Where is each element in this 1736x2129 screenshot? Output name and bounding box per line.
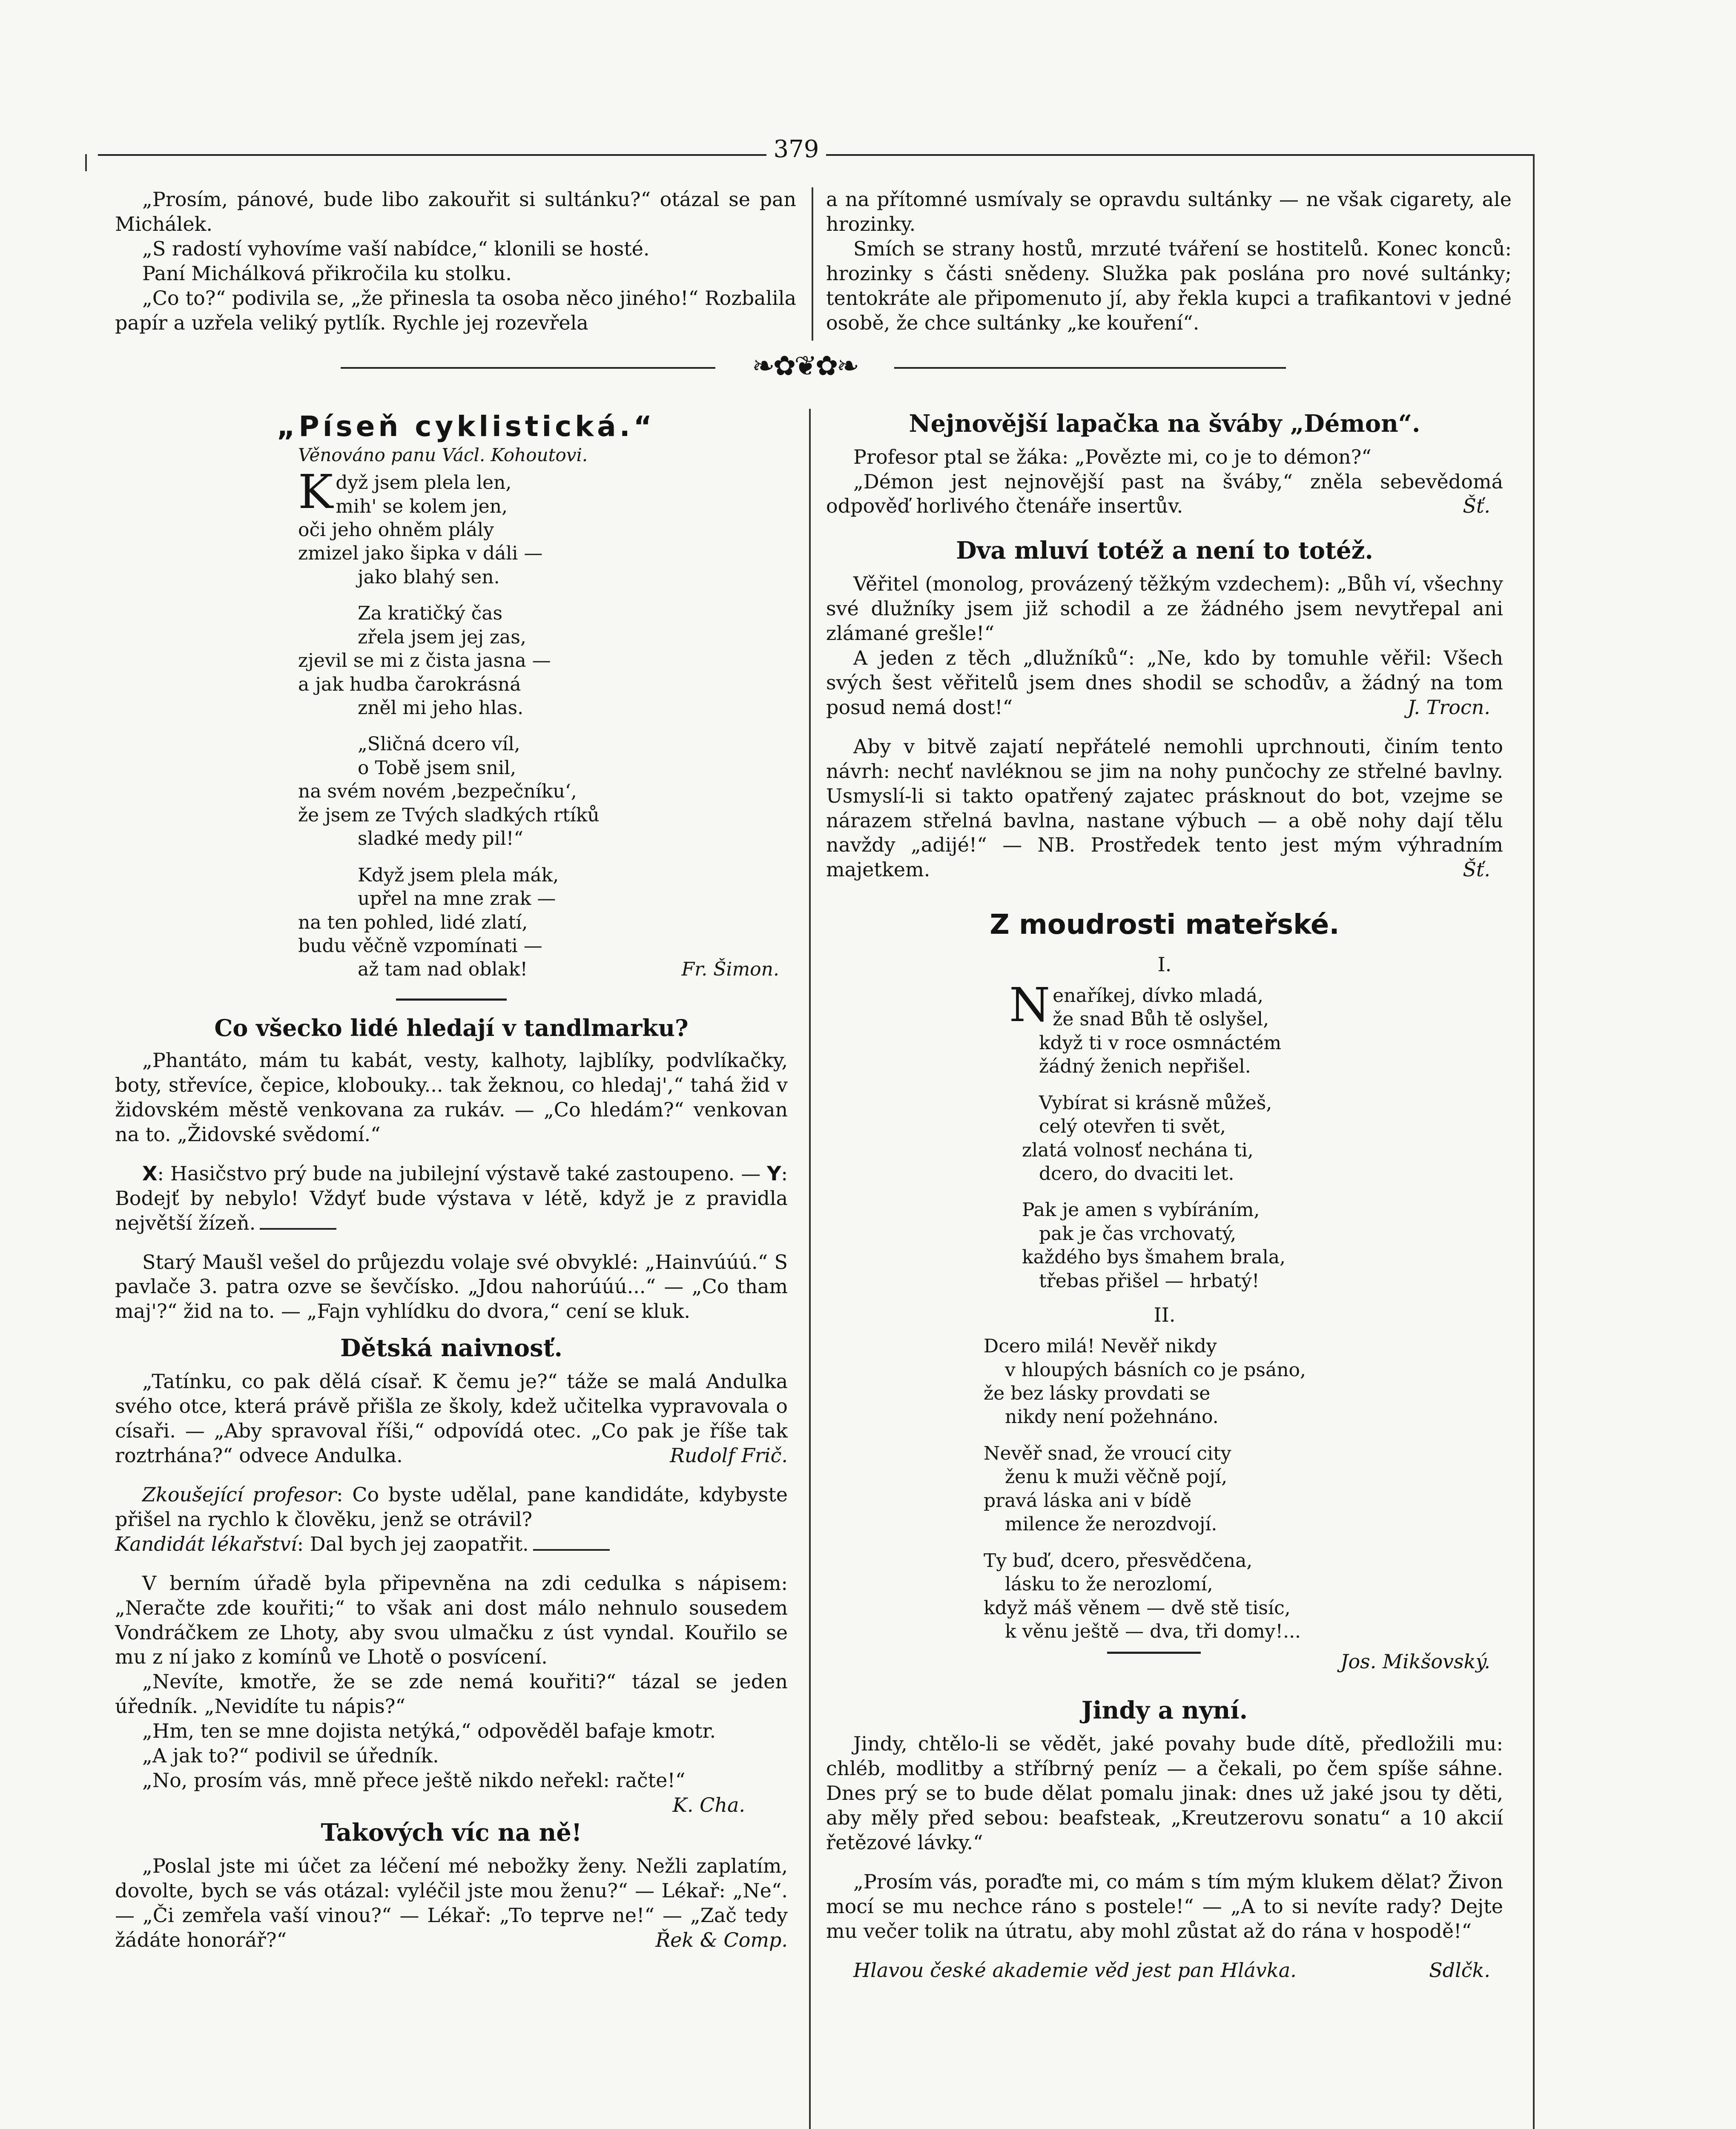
- moudrost-poem2: [826, 1334, 1503, 1643]
- poem1-line: na ten pohled, lidé zlatí,: [298, 911, 528, 933]
- ornament-divider: ❧✿❦✿❧: [752, 350, 858, 382]
- poem1-line: a jak hudba čarokrásná: [298, 673, 521, 695]
- moudrost-line: dcero, do dvaciti let.: [1039, 1163, 1234, 1185]
- cedulka-author: K. Cha.: [672, 1793, 745, 1817]
- poem1-line: budu věčně vzpomínati —: [298, 935, 542, 957]
- left-main-column: [115, 400, 788, 1952]
- moudrost-stanza: [1009, 1091, 1503, 1186]
- moudrost-line: milence že nerozdvojí.: [1005, 1513, 1217, 1535]
- moudrost-line: každého bys šmahem brala,: [1022, 1246, 1286, 1268]
- cedulka-p5: „No, prosím vás, mně přece ještě nikdo neřekl: račte!“: [142, 1769, 686, 1792]
- short-rule: [533, 1549, 610, 1551]
- zkousejici-label2: Kandidát lékařství: [115, 1532, 297, 1555]
- naivnost-text: [115, 1369, 788, 1468]
- hasici-text1: : Hasičstvo prý bude na jubilejní výstavě také zastoupeno. —: [157, 1162, 767, 1185]
- header-rule-left: [98, 154, 766, 156]
- naivnost-body: „Tatínku, co pak dělá císař. K čemu je?“ táže se malá Andulka svého otce, která právě přišla ze školy, kdež učitelka vypravovala o císaři. — „Aby spravoval říši,“ odpovídá otec. „Co pak je říše tak roztrhána?“ odvece Andulka.: [115, 1369, 788, 1467]
- zkousejici-label1: Zkoušející profesor: [142, 1483, 336, 1506]
- top-column-divider: [812, 187, 813, 341]
- moudrost-stanza: [984, 1334, 1503, 1429]
- poem1-line: zněl mi jeho hlas.: [358, 697, 524, 719]
- hasici-y-label: Y: [767, 1162, 781, 1185]
- poem1-line: sladké medy pil!“: [358, 828, 523, 850]
- moudrost-line: zlatá volnosť nechána ti,: [1022, 1139, 1254, 1161]
- takovych-text: [115, 1854, 788, 1953]
- poem1-line: na svém novém ‚bezpečníku‘,: [298, 780, 577, 803]
- dva-title: Dva mluví totéž a není to totéž.: [956, 537, 1373, 565]
- top-right-column: [826, 187, 1512, 336]
- poem1-line: Když jsem plela mák,: [358, 864, 559, 886]
- moudrost-line: celý otevřen ti svět,: [1039, 1116, 1226, 1138]
- zkousejici-text2: : Dal bych jej zaopatřit.: [297, 1532, 529, 1555]
- poem1-line: Za kratičký čas: [358, 603, 503, 625]
- poem1-stanza-2: [298, 602, 788, 720]
- moudrost-stanza: [984, 1442, 1503, 1536]
- poem1-line: „Sličná dcero víl,: [358, 733, 520, 755]
- hasici-x-label: X: [142, 1162, 158, 1185]
- moudrost-line: v hloupých básních co je psáno,: [1005, 1359, 1306, 1381]
- jindy-p2: „Prosím vás, poraďte mi, co mám s tím mým klukem dělat? Živon mocí se mu nechce ráno s postele!“ — „A to si nevíte rady? Dejte mu večer tolik na útratu, aby mohl zůstat až do rána v hospodě!“: [826, 1870, 1503, 1942]
- cedulka-p1: V berním úřadě byla připevněna na zdi cedulka s nápisem: „Neračte zde kouřiti;“ to však ani dost málo nehnulo sousedem Vondráčkem ze Lhoty, aby svou ulmačku z úst vyndal. Kouřilo se mu z ní jako z komínů ve Lhotě o posvícení.: [115, 1571, 788, 1669]
- ornament-rule-right: [894, 367, 1286, 369]
- moudrost-part2: II.: [1154, 1303, 1176, 1327]
- jindy-last: [826, 1958, 1503, 1983]
- top-left-p4: „Co to?“ podivila se, „že přinesla ta osoba něco jiného!“ Rozbalila papír a uzřela veliký pytlík. Rychle jej rozevřela: [115, 286, 796, 334]
- moudrost-poem1: [826, 977, 1503, 1293]
- moudrost-title: Z moudrosti mateřské.: [990, 909, 1340, 941]
- poem1-line: že jsem ze Tvých sladkých rtíků: [298, 804, 600, 826]
- demon-p2-text: „Démon jest nejnovější past na šváby,“ zněla sebevědomá odpověď horlivého čtenáře insertův.: [826, 470, 1503, 518]
- demon-p1: Profesor ptal se žáka: „Povězte mi, co je to démon?“: [853, 445, 1372, 468]
- moudrost-stanza: [1009, 1198, 1503, 1293]
- poem1-line: zřela jsem jej zas,: [358, 626, 526, 648]
- moudrost-part1: I.: [1157, 953, 1172, 976]
- section-divider: [396, 999, 507, 1001]
- moudrost-line: třebas přišel — hrbatý!: [1039, 1270, 1260, 1292]
- header-rule-left-corner: [85, 154, 87, 171]
- moudrost-stanza: [1009, 977, 1503, 1079]
- naivnost-author: Rudolf Frič.: [670, 1443, 788, 1467]
- takovych-author: Řek & Comp.: [655, 1928, 788, 1951]
- mausl-text: Starý Maušl vešel do průjezdu volaje své obvyklé: „Hainvúúú.“ S pavlače 3. patra ozve se ševčísko. „Jdou nahorúúú...“ — „Co tham maj'?“ žid na to. — „Fajn vyhlídku do dvora,“ cení se kluk.: [115, 1250, 788, 1323]
- poem1-author: Fr. Šimon.: [681, 958, 779, 981]
- dva-p3-text: Aby v bitvě zajatí nepřátelé nemohli uprchnouti, činím tento návrh: nechť navléknou se jim na nohy punčochy ze střelné bavlny. Usmyslí-li si takto opatřený zajatec prásknout do bot, vzejme se nárazem střelná bavlna, nastane výbuch — a obě nohy dají tělu navždy „adijé!“ — NB. Prostředek tento jest mým výhradním majetkem.: [826, 735, 1503, 881]
- page-number: 379: [773, 135, 819, 163]
- poem1-line: zmizel jako šipka v dáli —: [298, 542, 543, 565]
- top-left-column: [115, 187, 796, 336]
- dva-p2-text: A jeden z těch „dlužníků“: „Ne, kdo by tomuhle věřil: Všech svých šest věřitelů jsem dnes shodil se schodův, a žádný na tom posud nemá dost!“: [826, 646, 1503, 719]
- moudrost-line: nikdy není požehnáno.: [1005, 1406, 1219, 1428]
- moudrost-line: když ti v roce osmnáctém: [1039, 1032, 1282, 1054]
- hasici-text: [115, 1162, 788, 1236]
- poem1-dropcap: K: [298, 465, 333, 519]
- poem1-line: o Tobě jsem snil,: [358, 757, 516, 779]
- moudrost-line: Dcero milá! Nevěř nikdy: [984, 1335, 1217, 1357]
- moudrost-line: enaříkej, dívko mladá,: [1053, 984, 1263, 1007]
- poem1-line: jako blahý sen.: [358, 566, 500, 588]
- poem1-line: oči jeho ohněm plály: [298, 519, 494, 541]
- poem1-line: zjevil se mi z čista jasna —: [298, 650, 551, 672]
- demon-author: Šť.: [1463, 494, 1490, 518]
- moudrost-line: pravá láska ani v bídě: [984, 1489, 1192, 1512]
- moudrost-stanza: [984, 1549, 1503, 1644]
- top-left-p3: Paní Michálková přikročila ku stolku.: [142, 261, 512, 285]
- moudrost-dropcap: N: [1009, 977, 1050, 1032]
- poem1-line: až tam nad oblak!: [358, 958, 528, 981]
- main-column-divider: [809, 409, 811, 2129]
- right-main-column: [826, 400, 1503, 1983]
- moudrost-line: Nevěř snad, že vroucí city: [984, 1442, 1231, 1464]
- moudrost-line: pak je čas vrchovatý,: [1039, 1222, 1237, 1245]
- zkousejici-text1: : Co byste udělal, pane kandidáte, kdybyste přišel na rychlo k člověku, jenž se otrávil?: [115, 1483, 788, 1531]
- moudrost-line: Pak je amen s vybíráním,: [1022, 1199, 1260, 1221]
- poem1-line: dyž jsem plela len,: [336, 472, 512, 494]
- moudrost-line: že snad Bůh tě oslyšel,: [1053, 1008, 1269, 1030]
- demon-title: Nejnovější lapačka na šváby „Démon“.: [909, 410, 1420, 438]
- poem1-stanza-3: [298, 732, 788, 850]
- moudrost-line: že bez lásky provdati se: [984, 1383, 1211, 1405]
- cedulka-p4: „A jak to?“ podivil se úředník.: [142, 1744, 439, 1767]
- takovych-title: Takových víc na ně!: [321, 1819, 582, 1847]
- dva-p2: [826, 646, 1503, 720]
- cedulka-p2: „Nevíte, kmotře, že se zde nemá kouřiti?“ tázal se jeden úředník. „Nevidíte tu nápis?“: [115, 1670, 788, 1718]
- top-left-p2: „S radostí vyhovíme vaší nabídce,“ klonili se hosté.: [142, 237, 650, 260]
- moudrost-line: Ty buď, dcero, přesvědčena,: [984, 1549, 1253, 1572]
- dva-p3: [826, 735, 1503, 883]
- top-right-p1: a na přítomné usmívaly se opravdu sultánky — ne však cigarety, ale hrozinky.: [826, 188, 1512, 235]
- hasici-text2: : Bodejť by nebylo! Vždyť bude výstava v létě, když je z pravidla největší žízeň.: [115, 1162, 788, 1234]
- dva-author: J. Trocn.: [1407, 695, 1490, 719]
- poem1-stanza-1: [298, 465, 788, 589]
- poem1-dedication: Věnováno panu Václ. Kohoutovi.: [298, 445, 588, 466]
- moudrost-line: Vybírat si krásně můžeš,: [1039, 1092, 1272, 1114]
- tandlmark-text: „Phantáto, mám tu kabát, vesty, kalhoty, lajblíky, podvlíkačky, boty, střevíce, čepice, klobouky... tak žeknou, co hledaj',“ tahá žid v židovském městě venkovana za rukáv. — „Co hledám?“ venkovan na to. „Židovské svědomí.“: [115, 1048, 788, 1146]
- jindy-last-text: Hlavou české akademie věd jest pan Hlávka.: [853, 1958, 1297, 1982]
- poem1-line: upřel na mne zrak —: [358, 888, 556, 910]
- moudrost-line: lásku to že nerozlomí,: [1005, 1573, 1213, 1595]
- ornament-rule-left: [341, 367, 715, 369]
- jindy-p1: Jindy, chtělo-li se vědět, jaké povahy bude dítě, předložili mu: chléb, modlitby a stříbrný peníz — a čekali, po čem spíše sáhne. Dnes prý se to bude dělat pomalu jinak: dnes už jaké jsou ty děti, aby měly před sebou: beafsteak, „Kreutzerovu sonatu“ a 10 akcií řetězové lávky.“: [826, 1732, 1503, 1854]
- zkousejici-text: [115, 1483, 788, 1557]
- cedulka-p3: „Hm, ten se mne dojista netýká,“ odpověděl bafaje kmotr.: [142, 1719, 716, 1743]
- dva-p1: Věřitel (monolog, provázený těžkým vzdechem): „Bůh ví, všechny své dlužníky jsem již schodil a ze žádného jsem nevytřepal ani zlámané grešle!“: [826, 572, 1503, 645]
- short-rule: [260, 1228, 336, 1230]
- poem1-stanza-4: [298, 864, 788, 981]
- moudrost-author: Jos. Mikšovský.: [1340, 1650, 1490, 1673]
- bottom-right-vrule: [1533, 168, 1535, 2129]
- moudrost-line: když máš věnem — dvě stě tisíc,: [984, 1597, 1291, 1619]
- moudrost-line: ženu k muži věčně pojí,: [1005, 1466, 1228, 1488]
- jindy-author: Sdlčk.: [1429, 1958, 1490, 1982]
- top-left-p1: „Prosím, pánové, bude libo zakouřit si sultánku?“ otázal se pan Michálek.: [115, 188, 796, 235]
- moudrost-line: k věnu ještě — dva, tři domy!...: [1005, 1620, 1301, 1642]
- jindy-title: Jindy a nyní.: [1081, 1696, 1248, 1725]
- takovych-body: „Poslal jste mi účet za léčení mé nebožky ženy. Nežli zaplatím, dovolte, bych se vás otázal: vyléčil jste mou ženu?“ — Lékař: „Ne“. — „Či zemřela vaší vinou?“ — Lékař: „To teprve ne!“ — „Zač tedy žádáte honorář?“: [115, 1854, 788, 1951]
- header-rule-right: [826, 154, 1533, 156]
- top-right-p2: Smích se strany hostů, mrzuté tváření se hostitelů. Konec konců: hrozinky s části snědeny. Služka pak poslána pro nové sultánky; tentokráte ale připomenuto jí, aby řekla kupci a trafikantovi v jedné osobě, že chce sultánky „ke kouření“.: [826, 237, 1512, 334]
- poem1-body: [115, 465, 788, 981]
- dva-author2: Šť.: [1463, 858, 1490, 881]
- tandlmark-title: Co všecko lidé hledají v tandlmarku?: [214, 1014, 689, 1042]
- moudrost-line: žádný ženich nepřišel.: [1039, 1056, 1251, 1078]
- naivnost-title: Dětská naivnosť.: [340, 1334, 562, 1363]
- poem1-title: „Píseň cyklistická.“: [277, 410, 656, 443]
- demon-p2: [826, 470, 1503, 519]
- poem1-line: mih' se kolem jen,: [336, 495, 508, 517]
